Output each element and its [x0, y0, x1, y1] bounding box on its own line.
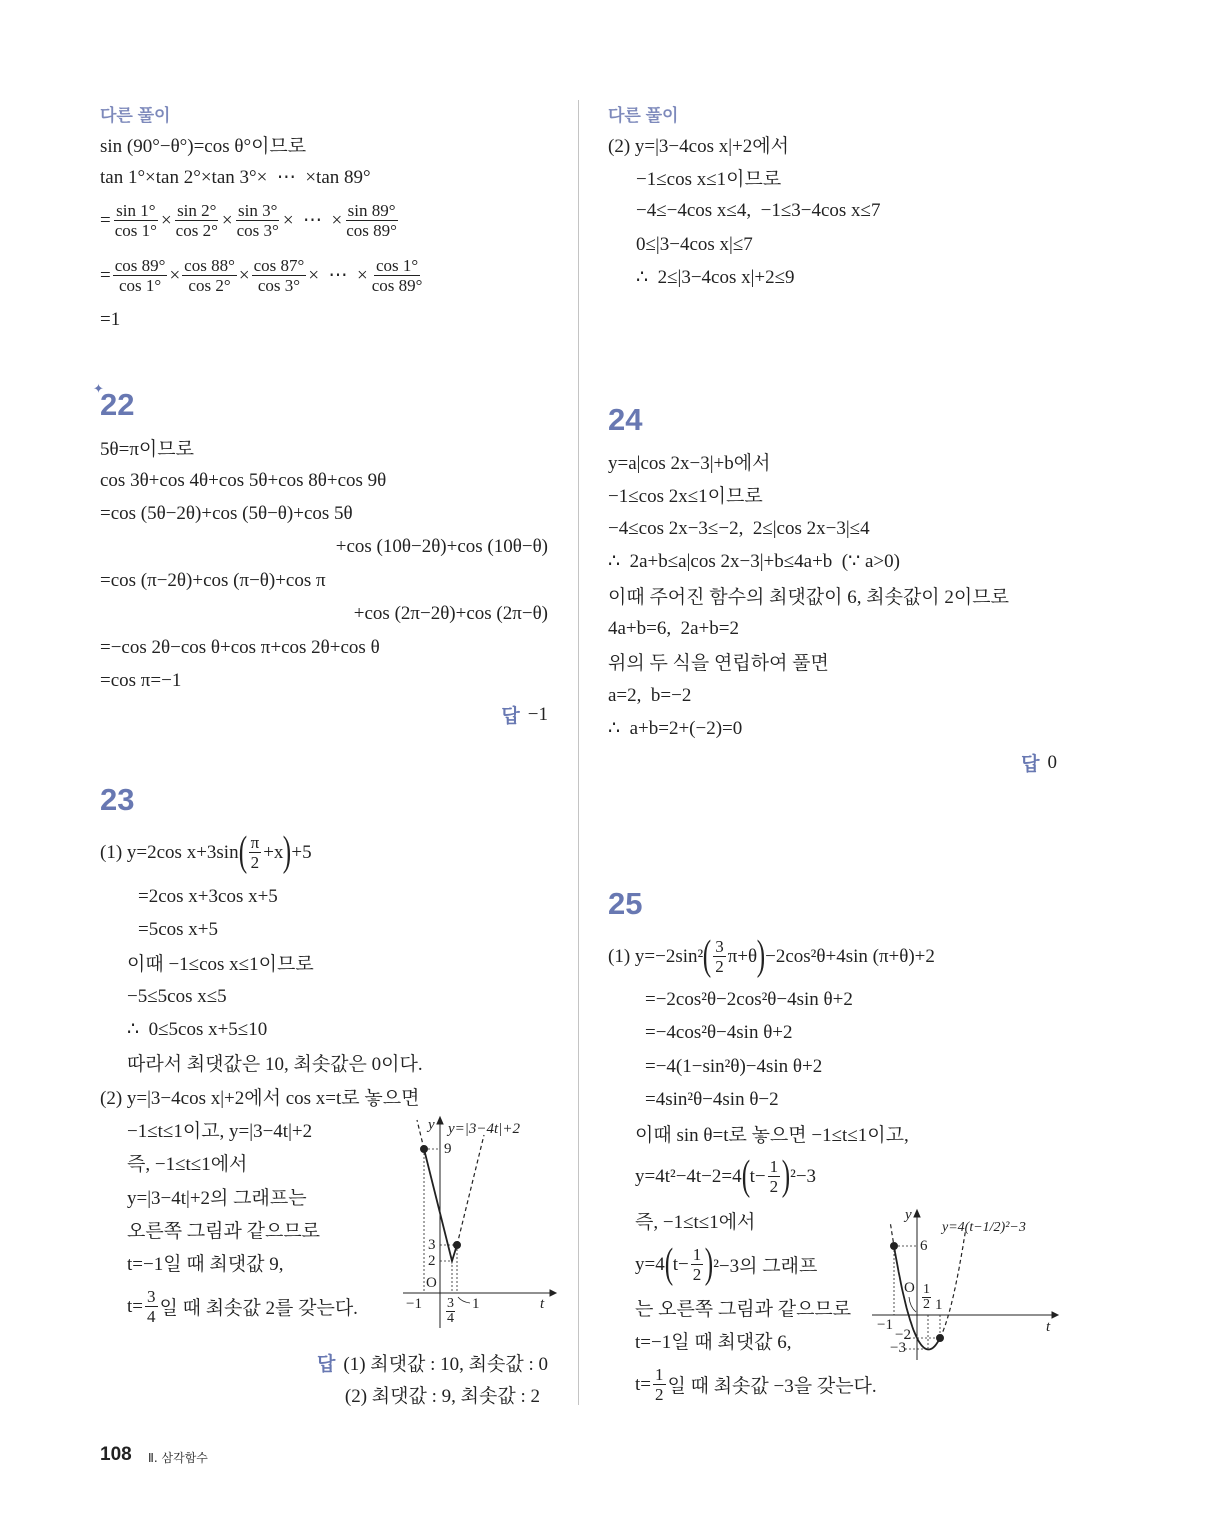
math-line [100, 497, 353, 530]
math-text: y=a|cos 2x−3|+b에서 [608, 453, 771, 474]
math-text: 일 때 최솟값 −3을 갖는다. [667, 1376, 877, 1397]
answer-line [345, 1378, 540, 1411]
graph-tick-y: −3 [890, 1340, 906, 1356]
fraction [113, 256, 168, 295]
math-text: =−4(1−sin²θ)−4sin θ+2 [645, 1055, 823, 1077]
math-text: ²−3 [790, 1165, 817, 1187]
math-text: t− [672, 1253, 689, 1275]
math-line [100, 201, 401, 240]
math-text: −2cos²θ+4sin (π+θ)+2 [765, 945, 935, 967]
math-text: (1) [608, 945, 635, 967]
t-axis-arrow [550, 1290, 556, 1296]
math-line [100, 161, 371, 194]
math-line [127, 946, 314, 979]
fraction [344, 201, 399, 240]
graph-tick-t: −1 [877, 1317, 893, 1333]
math-line [127, 1287, 358, 1326]
math-line [645, 983, 853, 1016]
math-text: (2) y=|3−4cos x|+2에서 cos x=t로 놓으면 [100, 1088, 420, 1109]
fraction [691, 1245, 704, 1284]
leader-line [458, 1297, 470, 1303]
math-text: ∴ 0≤5cos x+5≤10 [127, 1019, 268, 1040]
math-line [127, 1180, 307, 1213]
math-text: y=2cos x+3sin [126, 841, 239, 863]
big-parenthesis: ) [756, 933, 766, 979]
fraction [370, 256, 425, 295]
math-line [635, 1117, 909, 1150]
math-line [100, 303, 120, 336]
math-text: y=4 [635, 1253, 665, 1275]
alt-solution-header: 다른 풀이 [608, 106, 679, 125]
math-text: 오른쪽 그림과 같으므로 [127, 1221, 321, 1242]
math-line [100, 829, 312, 875]
graph-tick-y: 3 [428, 1237, 436, 1253]
math-line [636, 194, 880, 227]
math-text: 따라서 최댓값은 10, 최솟값은 0이다. [127, 1054, 423, 1075]
problem-number: 25 [608, 886, 643, 921]
answer-label: 답 [1021, 754, 1040, 775]
math-text: ∴ 2a+b≤a|cos 2x−3|+b≤4a+b (∵ a>0) [608, 551, 900, 572]
graph-origin: O [904, 1280, 915, 1296]
graph-axis-label-y: y [428, 1117, 435, 1133]
big-parenthesis: ) [781, 1153, 791, 1199]
math-line [100, 256, 426, 295]
big-parenthesis: ) [283, 829, 292, 875]
math-text: t=−1일 때 최댓값 9, [127, 1254, 284, 1275]
math-line [127, 1213, 320, 1246]
numerator: 3 [147, 1287, 156, 1306]
math-text: +x [263, 841, 284, 863]
math-line [608, 545, 900, 578]
graph-tick-t: 1 [935, 1297, 943, 1313]
chapter-title: Ⅱ. 삼각함수 [148, 1451, 208, 1465]
max-point [421, 1146, 428, 1153]
math-text: y=4t²−4t−2=4 [635, 1165, 742, 1187]
math-line [127, 1046, 423, 1079]
fraction [252, 256, 307, 295]
math-text: −5≤5cos x≤5 [127, 985, 227, 1007]
math-line [100, 431, 194, 464]
graph-axis-label-t: t [1046, 1319, 1051, 1335]
math-line [608, 712, 742, 745]
graph-tick-t-fraction: 3 4 [447, 1296, 454, 1326]
answer-line [501, 698, 548, 731]
graph-tick-t: 1 [472, 1296, 480, 1312]
numerator: sin 1° [116, 201, 156, 220]
math-text: π+θ [727, 945, 758, 967]
math-text: 0≤|3−4cos x|≤7 [636, 233, 753, 255]
math-line [100, 464, 386, 497]
math-text: 일 때 최솟값 2를 갖는다. [159, 1298, 358, 1319]
math-text: −1≤cos x≤1이므로 [636, 169, 782, 190]
math-text: 즉, −1≤t≤1에서 [635, 1212, 756, 1233]
math-text: =4sin²θ−4sin θ−2 [645, 1088, 779, 1110]
math-text: t= [635, 1373, 651, 1395]
y-axis-arrow [437, 1117, 443, 1124]
denominator: cos 3° [236, 221, 279, 240]
math-line [608, 512, 870, 545]
math-line [100, 1080, 419, 1113]
t-axis-arrow [1052, 1312, 1058, 1318]
math-text: × [169, 264, 181, 286]
math-line [608, 445, 770, 478]
denominator: cos 2° [188, 276, 231, 295]
graph-axis-label-y: y [905, 1207, 912, 1223]
math-text: =2cos x+3cos x+5 [138, 885, 278, 907]
math-line [138, 880, 278, 913]
fraction [182, 256, 237, 295]
numerator: cos 89° [114, 256, 166, 275]
fraction [713, 937, 726, 976]
graph-tick-y: 2 [428, 1253, 436, 1269]
math-text: (1) [100, 841, 127, 863]
denominator: 4 [147, 1307, 156, 1326]
math-text: 는 오른쪽 그림과 같으므로 [635, 1299, 852, 1320]
numerator: sin 3° [238, 201, 278, 220]
big-parenthesis: ( [664, 1241, 673, 1287]
fraction [174, 201, 220, 240]
fraction [235, 201, 281, 240]
math-text: =cos (π−2θ)+cos (π−θ)+cos π [100, 569, 326, 591]
dashed-curve [417, 1117, 484, 1245]
math-text: =−2cos²θ−2cos²θ−4sin θ+2 [645, 988, 853, 1010]
math-text: a=2, b=−2 [608, 684, 692, 706]
graph-23 [403, 1117, 556, 1328]
math-line [636, 261, 795, 294]
denominator: 2 [715, 957, 724, 976]
math-text: t= [127, 1295, 143, 1317]
problem-number: 22 [100, 387, 135, 422]
math-line [635, 1241, 818, 1287]
big-parenthesis: ( [741, 1153, 750, 1199]
math-line [635, 1204, 755, 1237]
math-text: 4a+b=6, 2a+b=2 [608, 617, 739, 639]
math-line [645, 1083, 779, 1116]
answer-value: (1) 최댓값 : 10, 최솟값 : 0 [343, 1354, 548, 1375]
answer-value: −1 [527, 703, 548, 725]
endpoint [454, 1242, 461, 1249]
y-axis-arrow [914, 1210, 920, 1217]
denominator: cos 3° [257, 276, 301, 295]
dashed-curve [891, 1224, 895, 1246]
denominator: cos 1° [118, 276, 162, 295]
numerator: 1 [655, 1365, 664, 1384]
big-parenthesis: ( [238, 829, 247, 875]
answer-value: 0 [1047, 751, 1057, 773]
graph-tick-y: 6 [920, 1238, 928, 1254]
math-text: +5 [291, 841, 312, 863]
math-line [608, 579, 1009, 612]
math-text: ∴ a+b=2+(−2)=0 [608, 718, 743, 739]
math-text: =−4cos²θ−4sin θ+2 [645, 1021, 793, 1043]
math-text: =cos π=−1 [100, 669, 182, 691]
fraction [653, 1365, 666, 1404]
math-text: × ⋯ × [308, 265, 368, 286]
answer-label: 답 [501, 706, 520, 727]
math-text: × [221, 209, 233, 231]
numerator: cos 87° [253, 256, 305, 275]
math-line [608, 128, 789, 161]
answer-label: 답 [317, 1354, 336, 1375]
math-text: =cos (5θ−2θ)+cos (5θ−θ)+cos 5θ [100, 502, 353, 524]
denominator: cos 89° [346, 221, 397, 240]
graph-equation: y=|3−4t|+2 [448, 1121, 520, 1137]
math-text: 5θ=π이므로 [100, 439, 194, 460]
fraction [145, 1287, 158, 1326]
math-line [636, 161, 781, 194]
numerator: 1 [692, 1245, 702, 1264]
math-text: y=|3−4t|+2의 그래프는 [127, 1188, 307, 1209]
math-line [100, 631, 380, 664]
column-divider [578, 100, 579, 1405]
big-parenthesis: ) [705, 1241, 714, 1287]
numerator: π [250, 833, 260, 852]
answer-line [1021, 746, 1057, 779]
math-text: (2) y=|3−4cos x|+2에서 [608, 136, 789, 157]
math-text: 즉, −1≤t≤1에서 [127, 1154, 248, 1175]
math-text: y=−2sin² [634, 945, 704, 967]
math-line [635, 1153, 817, 1199]
math-line [608, 933, 935, 979]
denominator: cos 1° [114, 221, 157, 240]
problem-number: 24 [608, 402, 643, 437]
math-line [608, 478, 763, 511]
denominator: 2 [655, 1385, 664, 1404]
graph-equation: y=4(t−1/2)²−3 [942, 1220, 1026, 1235]
max-point [891, 1243, 898, 1250]
math-line [127, 1146, 247, 1179]
denominator: 2 [769, 1177, 779, 1196]
fraction [249, 833, 262, 872]
endpoint [937, 1335, 944, 1342]
numerator: cos 88° [184, 256, 235, 275]
math-text: t=−1일 때 최댓값 6, [635, 1332, 792, 1353]
denominator: cos 2° [175, 221, 218, 240]
dashed-curve [940, 1232, 965, 1338]
fraction [768, 1157, 781, 1196]
math-text: 이때 −1≤cos x≤1이므로 [127, 954, 314, 975]
math-line [138, 913, 218, 946]
alt-solution-header: 다른 풀이 [100, 106, 171, 125]
page-number: 108 [100, 1444, 132, 1465]
big-parenthesis: ( [703, 933, 712, 979]
problem-number: 23 [100, 782, 135, 817]
math-text: =5cos x+5 [138, 918, 219, 940]
math-text: +cos (10θ−2θ)+cos (10θ−θ) [335, 535, 548, 557]
math-text: −4≤cos 2x−3≤−2, 2≤|cos 2x−3|≤4 [608, 517, 870, 539]
graph-tick-t-fraction: 1 2 [923, 1282, 930, 1312]
math-text: ²−3의 그래프 [713, 1256, 818, 1277]
leader-line [909, 1297, 916, 1312]
math-line [354, 597, 548, 630]
math-text: 위의 두 식을 연립하여 풀면 [608, 653, 829, 674]
math-text: t− [749, 1165, 766, 1187]
math-line [645, 1016, 793, 1049]
math-text: −1≤cos 2x≤1이므로 [608, 486, 763, 507]
math-line [100, 128, 306, 161]
graph-tick-y: 9 [444, 1141, 452, 1157]
denominator: cos 89° [371, 276, 423, 295]
math-line [608, 679, 691, 712]
answer-line [317, 1346, 548, 1379]
denominator: 2 [250, 853, 260, 872]
math-line [336, 530, 548, 563]
math-line [127, 1246, 283, 1279]
math-text: = [100, 264, 111, 286]
math-text: −1≤t≤1이고, y=|3−4t|+2 [127, 1121, 313, 1142]
math-text: = [100, 209, 111, 231]
math-text: cos 3θ+cos 4θ+cos 5θ+cos 8θ+cos 9θ [100, 469, 387, 491]
graph-tick-t: −1 [406, 1296, 422, 1312]
math-text: =−cos 2θ−cos θ+cos π+cos 2θ+cos θ [100, 636, 380, 658]
answer-value: (2) 최댓값 : 9, 최솟값 : 2 [344, 1386, 540, 1407]
numerator: 1 [769, 1157, 779, 1176]
graph-origin: O [426, 1275, 437, 1291]
graph-tick-y: −2 [895, 1327, 911, 1343]
math-line [100, 664, 181, 697]
star-icon: ✦ [93, 381, 104, 396]
math-text: × [160, 209, 172, 231]
math-text: sin (90°−θ°)=cos θ°이므로 [100, 136, 307, 157]
math-line [635, 1291, 851, 1324]
numerator: sin 89° [347, 201, 396, 220]
math-line [127, 1013, 267, 1046]
math-text: × [238, 264, 250, 286]
numerator: sin 2° [177, 201, 217, 220]
math-line [127, 1113, 312, 1146]
math-line [636, 228, 753, 261]
math-text: × ⋯ × [282, 210, 343, 231]
numerator: 3 [715, 937, 724, 956]
numerator: cos 1° [376, 256, 419, 275]
math-text: −4≤−4cos x≤4, −1≤3−4cos x≤7 [636, 199, 881, 221]
math-text: tan 1°×tan 2°×tan 3°× ⋯ ×tan 89° [100, 167, 371, 188]
math-line [100, 564, 326, 597]
math-line [645, 1050, 822, 1083]
math-text: ∴ 2≤|3−4cos x|+2≤9 [636, 267, 795, 288]
guide-lines [424, 1149, 457, 1293]
denominator: 2 [692, 1265, 702, 1284]
math-text: 이때 주어진 함수의 최댓값이 6, 최솟값이 2이므로 [608, 587, 1009, 608]
math-line [127, 980, 227, 1013]
math-line [635, 1365, 877, 1404]
math-line [635, 1324, 791, 1357]
math-text: =1 [100, 308, 121, 330]
math-line [608, 645, 829, 678]
graph-axis-label-t: t [540, 1296, 545, 1312]
fraction [113, 201, 159, 240]
math-line [608, 612, 739, 645]
math-text: +cos (2π−2θ)+cos (2π−θ) [353, 602, 548, 624]
math-text: 이때 sin θ=t로 놓으면 −1≤t≤1이고, [635, 1125, 909, 1146]
